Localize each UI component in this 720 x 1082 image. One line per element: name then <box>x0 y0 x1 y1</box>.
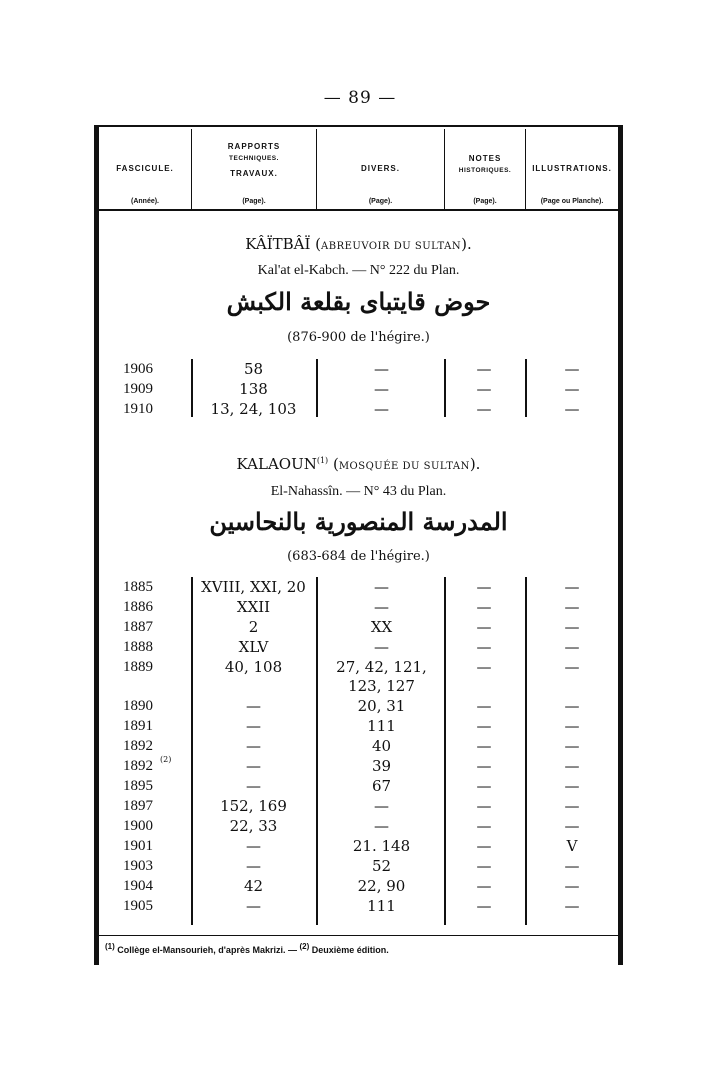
row-rapports: 2 <box>248 618 259 636</box>
table-row <box>99 657 618 677</box>
header-fascicule-label: FASCICULE. <box>116 164 174 173</box>
section1-title <box>99 235 618 253</box>
row-notes: — <box>476 877 492 895</box>
row-divers: 52 <box>371 857 392 875</box>
header-notes-sub: (Page). <box>473 198 497 205</box>
table-row <box>99 597 618 617</box>
table-row <box>99 736 618 756</box>
row-divers: — <box>374 817 389 835</box>
header-divers-sub: (Page). <box>368 198 393 205</box>
row-divers: 21. 148 <box>352 837 411 855</box>
header-rapports-line3: TRAVAUX. <box>230 169 278 178</box>
row-notes: — <box>476 737 492 755</box>
header-notes <box>445 127 525 209</box>
table-row <box>99 577 618 597</box>
header-rapports <box>192 127 316 209</box>
header-rapports-sub: (Page). <box>242 198 266 205</box>
row-rapports: — <box>246 697 261 715</box>
table-row <box>99 856 618 876</box>
header-notes-line1: NOTES <box>468 154 502 163</box>
row-divers: 27, 42, 121, <box>336 658 427 676</box>
row-notes: — <box>476 658 492 676</box>
row-rapports: — <box>246 717 261 735</box>
row-rapports: 40, 108 <box>224 658 283 676</box>
row-illustrations: — <box>564 757 580 775</box>
footnote-mark-2: (2) <box>299 942 310 951</box>
page-number: — 89 — <box>323 88 397 108</box>
row-rapports: XLV <box>238 638 269 656</box>
header-illustrations-label: ILLUSTRATIONS. <box>532 164 612 173</box>
footnote-rule <box>99 935 618 936</box>
row-rapports: 42 <box>243 877 264 895</box>
row-rapports: 58 <box>243 360 264 378</box>
section2-date: (683-684 de l'hégire.) <box>287 549 430 564</box>
row-year: 1909 <box>123 381 153 397</box>
row-divers: 40 <box>371 737 392 755</box>
section1-arabic-title: حوض قايتباى بقلعة الكبش <box>226 287 491 316</box>
table-row <box>99 716 618 736</box>
header-fascicule-sub: (Année). <box>131 198 159 205</box>
row-rapports: 13, 24, 103 <box>210 400 297 418</box>
row-rapports: — <box>246 737 261 755</box>
table-row <box>99 796 618 816</box>
row-notes: — <box>476 837 492 855</box>
row-divers: — <box>374 598 389 616</box>
row-year: 1905 <box>123 898 153 914</box>
row-illustrations: — <box>564 618 580 636</box>
row-illustrations: — <box>564 578 580 596</box>
table-row <box>99 399 618 419</box>
row-illustrations: — <box>564 697 580 715</box>
row-notes: — <box>476 618 492 636</box>
row-rapports: — <box>246 897 261 915</box>
table-row <box>99 896 618 916</box>
section2-title-smallcaps: MOSQUÉE DU SULTAN <box>338 461 470 472</box>
row-year: 1889 <box>123 659 153 675</box>
row-notes: — <box>476 817 492 835</box>
footnote-text-1: Collège el-Mansourieh, d'après Makrizi. — <box>114 945 300 955</box>
row-illustrations: — <box>564 658 580 676</box>
row-illustrations: — <box>564 717 580 735</box>
header-divers-label: DIVERS. <box>360 164 400 173</box>
row-illustrations: — <box>564 817 580 835</box>
row-rapports: — <box>246 857 261 875</box>
row-rapports: 138 <box>239 380 268 398</box>
row-notes: — <box>476 598 492 616</box>
row-notes: — <box>476 400 492 418</box>
header-notes-line2: HISTORIQUES. <box>458 167 512 174</box>
table-row <box>99 876 618 896</box>
header-rapports-line2: TECHNIQUES. <box>229 155 279 162</box>
row-year: 1897 <box>123 798 153 814</box>
row-rapports: 22, 33 <box>229 817 278 835</box>
row-illustrations: — <box>564 360 580 378</box>
header-rapports-line1: RAPPORTS <box>227 142 281 151</box>
section2-arabic-title: المدرسة المنصورية بالنحاسين <box>209 507 508 536</box>
table-row <box>99 756 618 776</box>
row-year: 1904 <box>123 878 153 894</box>
section2-title <box>99 455 618 473</box>
row-illustrations: — <box>564 857 580 875</box>
row-notes: — <box>476 757 492 775</box>
row-year: 1888 <box>123 639 153 655</box>
table-frame <box>94 125 623 965</box>
row-year: 1887 <box>123 619 153 635</box>
table-row <box>99 696 618 716</box>
table-row <box>99 379 618 399</box>
section2-subtitle: El-Nahassîn. — N° 43 du Plan. <box>270 484 447 499</box>
section2-title-footnote-mark: (1) <box>316 456 329 465</box>
row-year-footnote-mark: (2) <box>160 755 172 764</box>
row-illustrations: V <box>566 837 578 855</box>
row-illustrations: — <box>564 400 580 418</box>
row-illustrations: — <box>564 598 580 616</box>
row-notes: — <box>476 857 492 875</box>
row-illustrations: — <box>564 638 580 656</box>
section2-title-end: ). <box>469 455 481 473</box>
row-notes: — <box>476 797 492 815</box>
row-illustrations: — <box>564 877 580 895</box>
row-notes: — <box>476 717 492 735</box>
row-divers: 111 <box>367 897 396 915</box>
header-illustrations <box>526 127 618 209</box>
row-year: 1886 <box>123 599 153 615</box>
row-illustrations: — <box>564 897 580 915</box>
header-divers <box>317 127 444 209</box>
row-year: 1891 <box>123 718 153 734</box>
row-notes: — <box>476 578 492 596</box>
section1-subtitle: Kal'at el-Kabch. — N° 222 du Plan. <box>257 263 460 278</box>
row-divers: 111 <box>367 717 396 735</box>
table-row <box>99 637 618 657</box>
section1-title-text: KÂÏTBÂÏ ( <box>245 235 322 253</box>
row-divers: — <box>374 400 389 418</box>
row-divers: — <box>374 360 389 378</box>
row-rapports: — <box>246 777 261 795</box>
row-notes: — <box>476 360 492 378</box>
row-notes: — <box>476 697 492 715</box>
header-illustrations-sub: (Page ou Planche). <box>540 198 604 205</box>
row-illustrations: — <box>564 797 580 815</box>
footnote-text-2: Deuxième édition. <box>309 945 389 955</box>
section1-date: (876-900 de l'hégire.) <box>287 330 430 345</box>
row-illustrations: — <box>564 737 580 755</box>
row-year: 1895 <box>123 778 153 794</box>
row-rapports: XXII <box>236 598 271 616</box>
row-rapports: 152, 169 <box>220 797 287 815</box>
header-fascicule <box>99 127 191 209</box>
row-divers: — <box>374 638 389 656</box>
row-year: 1892 <box>123 758 153 774</box>
row-year: 1892 <box>123 738 153 754</box>
row-year: 1903 <box>123 858 153 874</box>
table-row <box>99 359 618 379</box>
footnote-mark-1: (1) <box>105 942 115 951</box>
row-rapports: — <box>246 837 261 855</box>
row-year: 1910 <box>123 401 153 417</box>
section1-title-smallcaps: ABREUVOIR DU SULTAN <box>321 241 462 252</box>
section1-title-end: ). <box>461 235 472 253</box>
row-rapports: — <box>246 757 261 775</box>
table-row <box>99 836 618 856</box>
row-notes: — <box>476 380 492 398</box>
row-divers: 20, 31 <box>357 697 406 715</box>
row-year: 1900 <box>123 818 153 834</box>
table-header <box>99 127 618 211</box>
row-divers-continuation: 123, 127 <box>348 677 415 695</box>
row-divers: 67 <box>371 777 392 795</box>
row-notes: — <box>476 897 492 915</box>
table-row <box>99 776 618 796</box>
row-year: 1901 <box>123 838 153 854</box>
row-year: 1885 <box>123 579 153 595</box>
row-divers: — <box>374 380 389 398</box>
row-illustrations: — <box>564 777 580 795</box>
row-divers: — <box>374 797 389 815</box>
row-year: 1906 <box>123 361 153 377</box>
table-row <box>99 816 618 836</box>
row-divers: 39 <box>371 757 392 775</box>
row-notes: — <box>476 777 492 795</box>
section2-title-text: KALAOUN <box>236 455 317 473</box>
row-notes: — <box>476 638 492 656</box>
footnote <box>105 942 389 955</box>
row-illustrations: — <box>564 380 580 398</box>
row-divers: — <box>374 578 389 596</box>
row-year: 1890 <box>123 698 153 714</box>
row-divers: 22, 90 <box>357 877 406 895</box>
row-divers: XX <box>370 618 393 636</box>
row-rapports: XVIII, XXI, 20 <box>201 578 306 596</box>
table-row <box>99 617 618 637</box>
section2-title-open: ( <box>328 455 339 473</box>
